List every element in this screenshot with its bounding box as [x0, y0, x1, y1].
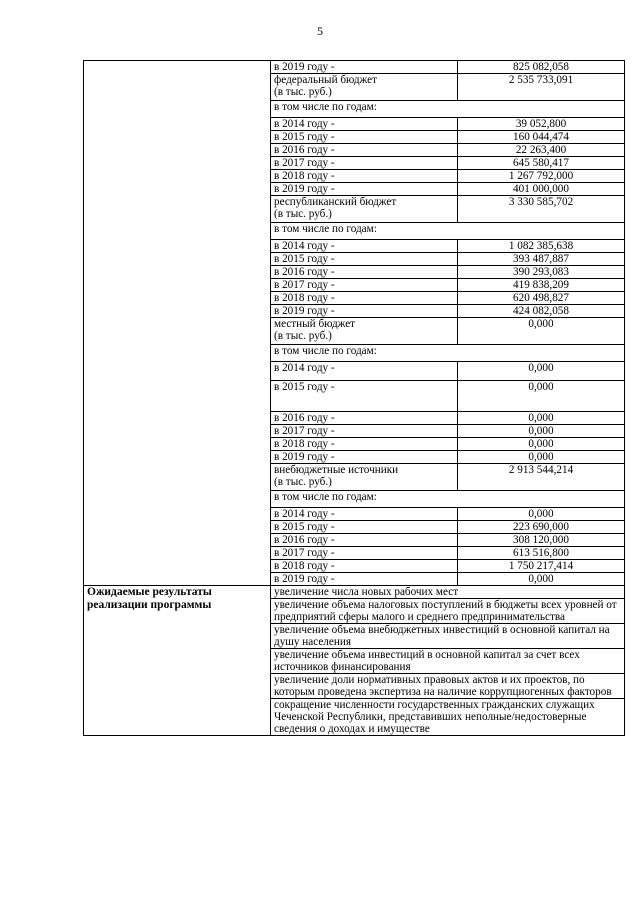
- funding-value: 0,000: [458, 318, 625, 345]
- funding-value: 39 052,800: [458, 118, 625, 131]
- funding-value: 0,000: [458, 508, 625, 521]
- result-item: сокращение численности государственных гражданских служащих Чеченской Республики, представивших неполные/недостоверные сведения о доходах и имуществе: [271, 699, 625, 736]
- funding-value: 401 000,000: [458, 183, 625, 196]
- funding-subheader: в том числе по годам:: [271, 101, 625, 118]
- funding-subheader: в том числе по годам:: [271, 491, 625, 508]
- funding-label: в 2019 году -: [271, 573, 458, 586]
- funding-value: 223 690,000: [458, 521, 625, 534]
- funding-value: 0,000: [458, 362, 625, 381]
- funding-label: в 2016 году -: [271, 534, 458, 547]
- funding-subheader: в том числе по годам:: [271, 345, 625, 362]
- result-row: [84, 586, 625, 599]
- funding-label: в 2019 году -: [271, 183, 458, 196]
- funding-value: 160 044,474: [458, 131, 625, 144]
- funding-label: в 2018 году -: [271, 560, 458, 573]
- funding-label: федеральный бюджет (в тыс. руб.): [271, 74, 458, 101]
- funding-value: 390 293,083: [458, 266, 625, 279]
- funding-value: 613 516,800: [458, 547, 625, 560]
- funding-label: в 2014 году -: [271, 240, 458, 253]
- funding-value: 620 498,827: [458, 292, 625, 305]
- funding-label: в 2018 году -: [271, 170, 458, 183]
- page-number: 5: [317, 24, 323, 38]
- funding-label: в 2016 году -: [271, 412, 458, 425]
- result-item: увеличение доли нормативных правовых актов и их проектов, по которым проведена экспертиза на наличие коррупциогенных факторов: [271, 674, 625, 699]
- funding-label: в 2018 году -: [271, 438, 458, 451]
- funding-value: 2 913 544,214: [458, 464, 625, 491]
- funding-subheader: в том числе по годам:: [271, 223, 625, 240]
- funding-value: 22 263,400: [458, 144, 625, 157]
- funding-label: в 2017 году -: [271, 157, 458, 170]
- funding-label: в 2016 году -: [271, 266, 458, 279]
- funding-value: 645 580,417: [458, 157, 625, 170]
- funding-label: в 2014 году -: [271, 362, 458, 381]
- funding-label: в 2017 году -: [271, 547, 458, 560]
- result-item: увеличение числа новых рабочих мест: [271, 586, 625, 599]
- funding-value: 825 082,058: [458, 61, 625, 74]
- funding-label: в 2014 году -: [271, 118, 458, 131]
- funding-label: в 2019 году -: [271, 61, 458, 74]
- results-heading: Ожидаемые результаты реализации программы: [84, 586, 271, 736]
- funding-value: 0,000: [458, 573, 625, 586]
- result-item: увеличение объема налоговых поступлений в бюджеты всех уровней от предприятий сферы малого и среднего предпринимательства: [271, 599, 625, 624]
- funding-section: [84, 61, 625, 586]
- funding-value: 0,000: [458, 381, 625, 412]
- results-section: [84, 586, 625, 736]
- funding-value: 308 120,000: [458, 534, 625, 547]
- funding-label: в 2015 году -: [271, 253, 458, 266]
- funding-label: в 2015 году -: [271, 521, 458, 534]
- funding-value: 0,000: [458, 438, 625, 451]
- funding-label: в 2017 году -: [271, 279, 458, 292]
- funding-label: в 2018 году -: [271, 292, 458, 305]
- program-passport-table: [83, 60, 625, 736]
- funding-value: 1 267 792,000: [458, 170, 625, 183]
- funding-value: 2 535 733,091: [458, 74, 625, 101]
- result-item: увеличение объема внебюджетных инвестиций в основной капитал на душу населения: [271, 624, 625, 649]
- funding-value: 0,000: [458, 451, 625, 464]
- funding-label: местный бюджет (в тыс. руб.): [271, 318, 458, 345]
- funding-label: в 2016 году -: [271, 144, 458, 157]
- funding-label: республиканский бюджет (в тыс. руб.): [271, 196, 458, 223]
- funding-value: 419 838,209: [458, 279, 625, 292]
- funding-label: в 2019 году -: [271, 305, 458, 318]
- funding-value: 3 330 585,702: [458, 196, 625, 223]
- funding-value: 393 487,887: [458, 253, 625, 266]
- funding-row: [84, 61, 625, 74]
- funding-value: 0,000: [458, 412, 625, 425]
- left-column-empty: [84, 61, 271, 586]
- funding-value: 424 082,058: [458, 305, 625, 318]
- funding-label: в 2014 году -: [271, 508, 458, 521]
- funding-label: внебюджетные источники (в тыс. руб.): [271, 464, 458, 491]
- result-item: увеличение объема инвестиций в основной капитал за счет всех источников финансирования: [271, 649, 625, 674]
- funding-label: в 2019 году -: [271, 451, 458, 464]
- funding-label: в 2015 году -: [271, 131, 458, 144]
- funding-label: в 2017 году -: [271, 425, 458, 438]
- funding-value: 1 082 385,638: [458, 240, 625, 253]
- funding-value: 1 750 217,414: [458, 560, 625, 573]
- funding-label: в 2015 году -: [271, 381, 458, 412]
- funding-value: 0,000: [458, 425, 625, 438]
